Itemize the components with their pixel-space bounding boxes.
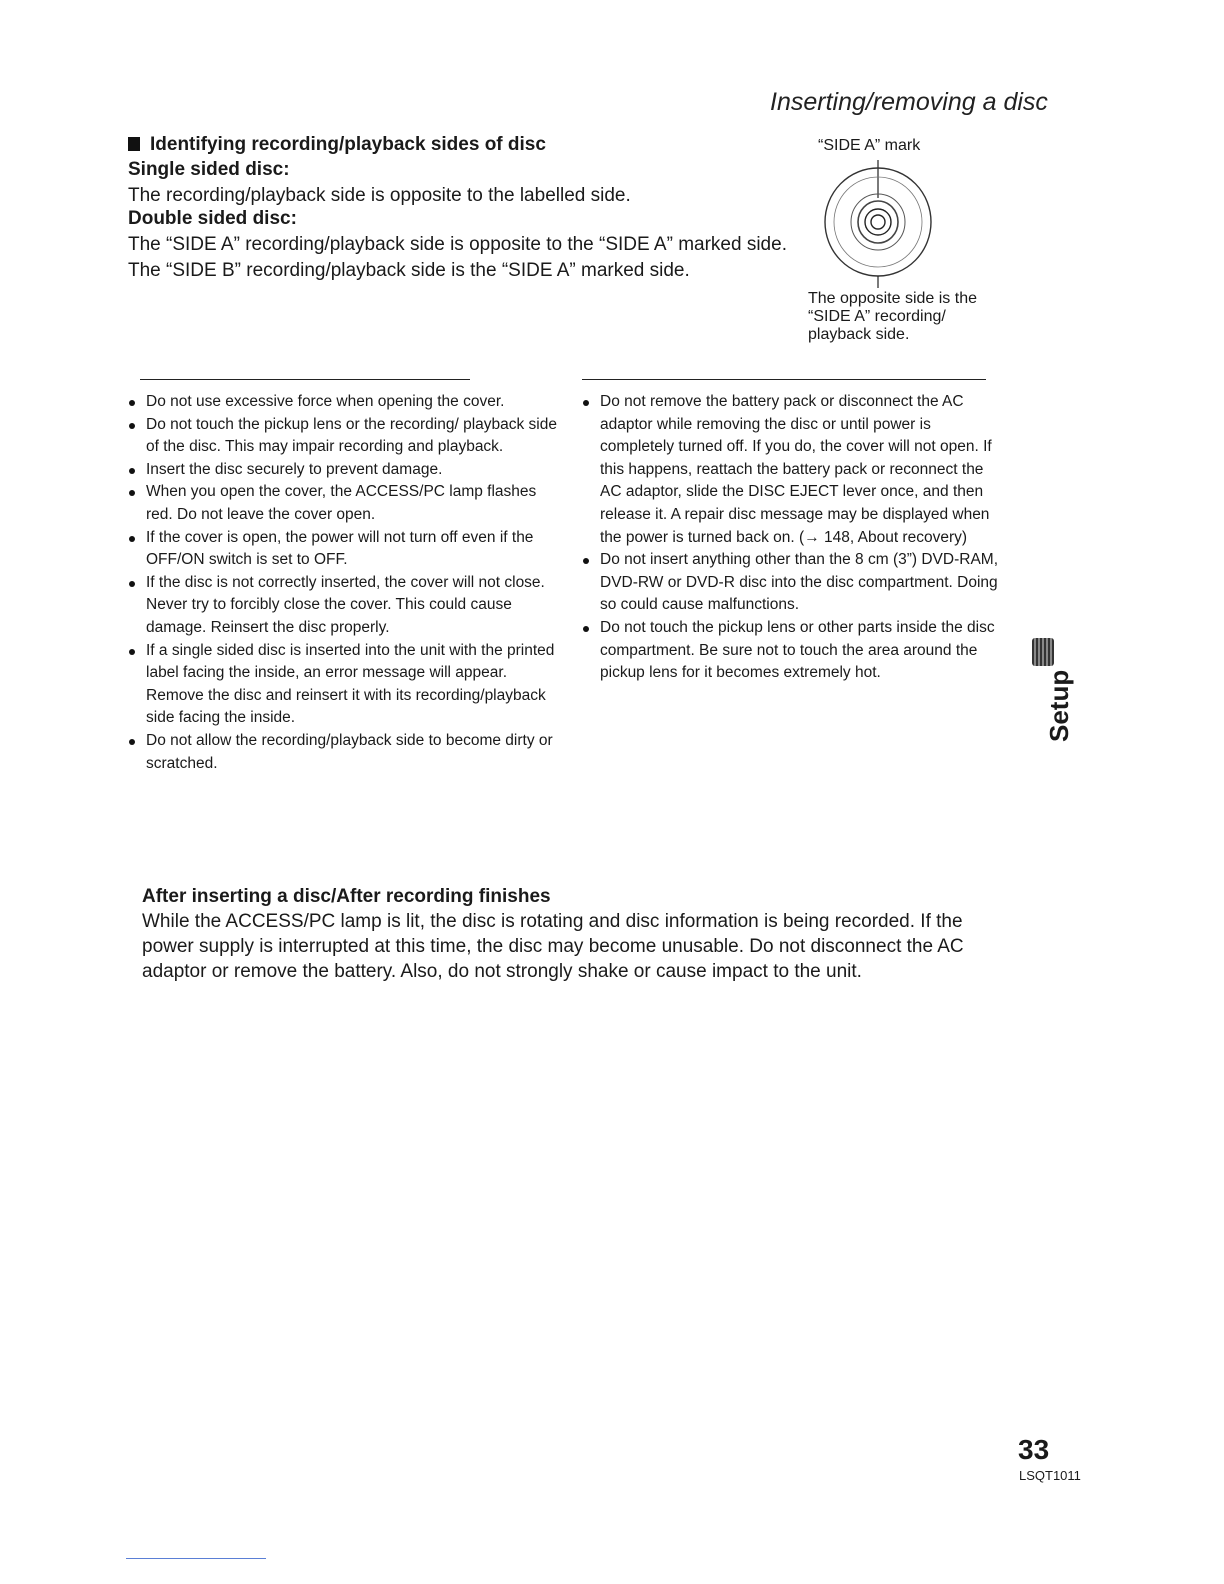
list-item: Do not remove the battery pack or disconnect the AC adaptor while removing the disc or until power is completely turned off. If you do, the cover will not open. If this happens, reattach the battery pack or reconnect the AC adaptor, slide the DISC EJECT lever once, and then release it. A repair disc message may be displayed when the power is turned back on. (→ 148, About recovery): [582, 391, 1002, 549]
double-sided-title: Double sided disc:: [128, 208, 297, 229]
single-sided-text: The recording/playback side is opposite to the labelled side.: [128, 185, 631, 206]
list-item: Do not touch the pickup lens or the recording/ playback side of the disc. This may impair recording and playback.: [128, 414, 558, 459]
list-item: Do not allow the recording/playback side to become dirty or scratched.: [128, 730, 558, 775]
page-number: 33: [1018, 1434, 1050, 1465]
notes-left-list: [128, 391, 558, 775]
bottom-link-line: [126, 1558, 266, 1559]
side-tab-label: Setup: [1044, 669, 1074, 742]
page-title: Inserting/removing a disc: [770, 88, 1048, 116]
section-heading: [128, 134, 546, 156]
notes-right-list: [582, 391, 1002, 685]
section-heading-text: Identifying recording/playback sides of disc: [150, 134, 546, 155]
divider-right: [582, 379, 986, 380]
double-sided-text: The “SIDE A” recording/playback side is opposite to the “SIDE A” marked side. The “SIDE B” recording/playback side is the “SIDE A” marked side.: [128, 234, 787, 281]
disc-caption: The opposite side is the “SIDE A” recording/ playback side.: [808, 290, 977, 343]
list-item: Do not insert anything other than the 8 cm (3”) DVD-RAM, DVD-RW or DVD-R disc into the disc compartment. Doing so could cause malfunctions.: [582, 549, 1002, 617]
list-item: If the disc is not correctly inserted, the cover will not close. Never try to forcibly close the cover. This could cause damage. Reinsert the disc properly.: [128, 572, 558, 640]
square-bullet-icon: [128, 137, 140, 151]
side-a-mark-label: “SIDE A” mark: [818, 137, 921, 154]
list-item: Do not touch the pickup lens or other parts inside the disc compartment. Be sure not to touch the area around the pickup lens for it becomes extremely hot.: [582, 617, 1002, 685]
tab-marker-icon: [1032, 638, 1054, 666]
after-recording-heading: After inserting a disc/After recording finishes: [142, 886, 551, 907]
disc-center-hole: [871, 215, 885, 229]
divider-left: [140, 379, 470, 380]
list-item: When you open the cover, the ACCESS/PC lamp flashes red. Do not leave the cover open.: [128, 481, 558, 526]
list-item: Insert the disc securely to prevent damage.: [128, 459, 558, 482]
list-item: Do not use excessive force when opening the cover.: [128, 391, 558, 414]
after-recording-text: While the ACCESS/PC lamp is lit, the disc is rotating and disc information is being recorded. If the power supply is interrupted at this time, the disc may become unusable. Do not disconnect the AC adaptor or remove the battery. Also, do not strongly shake or cause impact to the unit.: [142, 911, 964, 982]
section-side-tab: [1022, 632, 1074, 762]
list-item: If a single sided disc is inserted into the unit with the printed label facing the inside, an error message will appear. Remove the disc and reinsert it with its recording/playback side facing the inside.: [128, 640, 558, 730]
disc-illustration: [810, 156, 950, 288]
list-item: If the cover is open, the power will not turn off even if the OFF/ON switch is set to OFF.: [128, 527, 558, 572]
document-code: LSQT1011: [1019, 1468, 1081, 1483]
single-sided-title: Single sided disc:: [128, 159, 290, 180]
